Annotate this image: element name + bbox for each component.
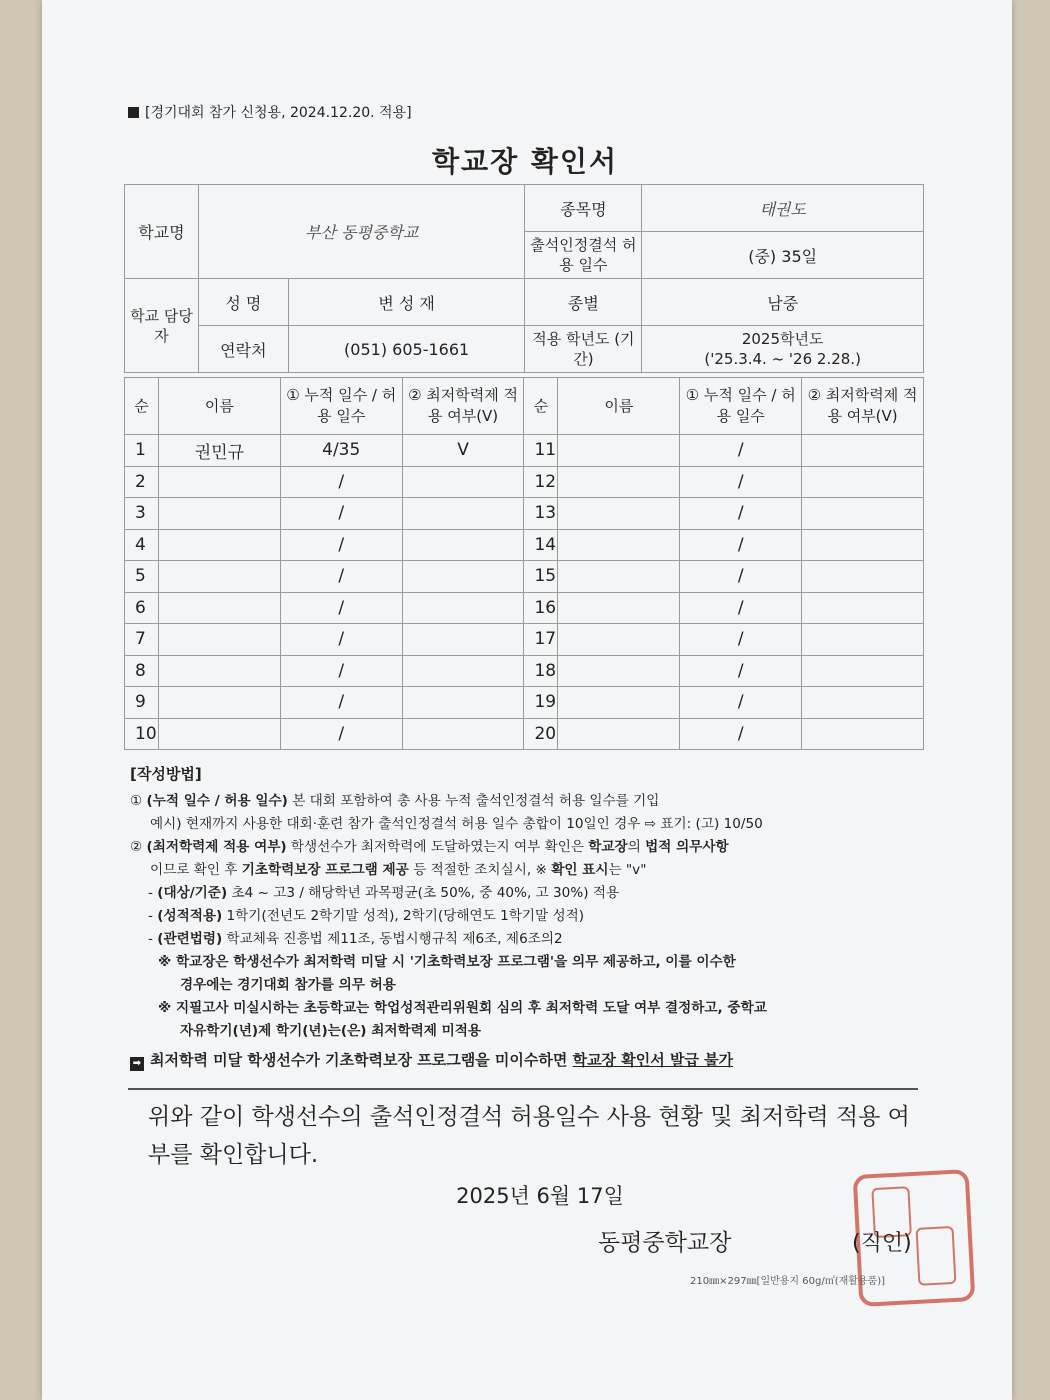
header-days: ① 누적 일수 / 허용 일수 [680, 378, 802, 435]
roster-no-cell: 8 [125, 655, 159, 687]
roster-min-cell [802, 592, 924, 624]
roster-name-cell [158, 624, 280, 656]
roster-no-cell: 1 [125, 435, 159, 467]
header-min: ② 최저학력제 적용 여부(V) [802, 378, 924, 435]
document-title: 학교장 확인서 [431, 145, 619, 178]
roster-min-cell [402, 466, 524, 498]
roster-min-cell [402, 498, 524, 530]
roster-days-cell: / [280, 718, 402, 750]
header-no: 순 [524, 378, 558, 435]
roster-no-cell: 13 [524, 498, 558, 530]
roster-days-cell: / [280, 687, 402, 719]
writing-instructions [130, 763, 930, 1072]
header-min: ② 최저학력제 적용 여부(V) [402, 378, 524, 435]
table-row [125, 435, 924, 467]
roster-no-cell: 3 [125, 498, 159, 530]
roster-name-cell [158, 687, 280, 719]
contact-value: (051) 605-1661 [288, 326, 525, 373]
roster-days-cell: / [280, 561, 402, 593]
roster-days-cell: / [680, 592, 802, 624]
table-row [125, 529, 924, 561]
name-label: 성 명 [198, 279, 288, 326]
roster-min-cell [402, 561, 524, 593]
roster-days-cell: / [280, 655, 402, 687]
instructions-heading: [작성방법] [130, 765, 202, 783]
roster-min-cell: V [402, 435, 524, 467]
table-row [125, 592, 924, 624]
roster-no-cell: 14 [524, 529, 558, 561]
roster-days-cell: / [680, 687, 802, 719]
roster-min-cell [802, 655, 924, 687]
roster-no-cell: 2 [125, 466, 159, 498]
year-period: ('25.3.4. ~ '26 2.28.) [704, 350, 861, 368]
principal-title: 동평중학교장 [598, 1230, 732, 1256]
absence-days-label: 출석인정결석 허용 일수 [525, 232, 642, 279]
roster-no-cell: 4 [125, 529, 159, 561]
roster-days-cell: / [680, 498, 802, 530]
roster-no-cell: 11 [524, 435, 558, 467]
info-table [124, 184, 924, 373]
name-value: 변 성 재 [288, 279, 525, 326]
year-label: 적용 학년도 (기간) [525, 326, 642, 373]
absence-days-value: (중) 35일 [642, 232, 924, 279]
roster-days-cell: / [280, 529, 402, 561]
square-bullet-icon [128, 107, 139, 118]
roster-days-cell: / [680, 624, 802, 656]
roster-min-cell [402, 529, 524, 561]
table-row [125, 624, 924, 656]
instruction-item-1-example: 예시) 현재까지 사용한 대회·훈련 참가 출석인정결석 허용 일수 총합이 10일인 경우 ⇨ 표기: (고) 10/50 [150, 816, 763, 832]
contact-label: 연락처 [198, 326, 288, 373]
event-label: 종목명 [525, 185, 642, 232]
note-1-line-1: ※ 학교장은 학생선수가 최저학력 미달 시 '기초학력보장 프로그램'을 의무 제공하고, 이를 이수한 [158, 954, 736, 970]
table-row [125, 687, 924, 719]
roster-name-cell [558, 592, 680, 624]
roster-min-cell [802, 529, 924, 561]
header-days: ① 누적 일수 / 허용 일수 [280, 378, 402, 435]
roster-no-cell: 5 [125, 561, 159, 593]
related-law-line: - (관련법령) 학교체육 진흥법 제11조, 동법시행규칙 제6조, 제6조의2 [148, 931, 563, 947]
event-value: 태권도 [642, 185, 924, 232]
roster-name-cell [158, 718, 280, 750]
roster-min-cell [402, 655, 524, 687]
divider [128, 1088, 918, 1090]
roster-min-cell [802, 624, 924, 656]
roster-days-cell: / [680, 466, 802, 498]
school-value: 부산 동평중학교 [198, 185, 525, 279]
roster-no-cell: 19 [524, 687, 558, 719]
seal-mark: (직인) [852, 1231, 912, 1256]
header-no: 순 [125, 378, 159, 435]
roster-no-cell: 6 [125, 592, 159, 624]
table-row [125, 466, 924, 498]
roster-name-cell [558, 624, 680, 656]
roster-name-cell [158, 498, 280, 530]
warning-line: ➡ 최저학력 미달 학생선수가 기초학력보장 프로그램을 미이수하면 학교장 확인서 발급 불가 [130, 1049, 930, 1072]
note-1-line-2: 경우에는 경기대회 참가를 의무 허용 [180, 977, 396, 993]
roster-name-cell [558, 687, 680, 719]
table-row [125, 655, 924, 687]
roster-name-cell [158, 655, 280, 687]
roster-no-cell: 7 [125, 624, 159, 656]
roster-name-cell [558, 529, 680, 561]
roster-days-cell: / [680, 655, 802, 687]
roster-min-cell [402, 624, 524, 656]
instruction-item-2-line2: 이므로 확인 후 기초학력보장 프로그램 제공 등 적절한 조치실시, ※ 확인 표시는 "v" [150, 862, 647, 878]
roster-name-cell [158, 592, 280, 624]
roster-name-cell [558, 655, 680, 687]
roster-days-cell: / [280, 466, 402, 498]
header-note-text: [경기대회 참가 신청용, 2024.12.20. 적용] [145, 105, 412, 121]
header-name: 이름 [558, 378, 680, 435]
roster-days-cell: / [680, 718, 802, 750]
roster-days-cell: / [680, 561, 802, 593]
roster-no-cell: 16 [524, 592, 558, 624]
roster-name-cell [558, 498, 680, 530]
roster-days-cell: / [680, 529, 802, 561]
gender-label: 종별 [525, 279, 642, 326]
roster-min-cell [402, 592, 524, 624]
form-header-note [128, 102, 412, 122]
roster-no-cell: 20 [524, 718, 558, 750]
roster-days-cell: 4/35 [280, 435, 402, 467]
criteria-line: - (대상/기준) 초4 ~ 고3 / 해당학년 과목평균(초 50%, 중 40%, 고 30%) 적용 [148, 885, 620, 901]
roster-no-cell: 9 [125, 687, 159, 719]
roster-no-cell: 18 [524, 655, 558, 687]
roster-name-cell [558, 435, 680, 467]
roster-min-cell [802, 561, 924, 593]
roster-table [124, 377, 924, 750]
gender-value: 남중 [642, 279, 924, 326]
manager-label: 학교 담당자 [125, 279, 199, 373]
roster-name-cell [558, 466, 680, 498]
roster-no-cell: 10 [125, 718, 159, 750]
roster-days-cell: / [680, 435, 802, 467]
roster-min-cell [802, 687, 924, 719]
roster-name-cell: 권민규 [158, 435, 280, 467]
roster-name-cell [158, 561, 280, 593]
year-value: 2025학년도 [741, 330, 824, 348]
roster-name-cell [158, 529, 280, 561]
arrow-box-icon: ➡ [130, 1057, 144, 1071]
paper-spec: 210㎜×297㎜[일반용지 60g/㎡(재활용품)] [690, 1276, 886, 1287]
roster-no-cell: 17 [524, 624, 558, 656]
roster-min-cell [802, 718, 924, 750]
header-name: 이름 [158, 378, 280, 435]
roster-no-cell: 15 [524, 561, 558, 593]
year-cell [642, 326, 924, 373]
roster-days-cell: / [280, 624, 402, 656]
school-label: 학교명 [125, 185, 199, 279]
roster-min-cell [802, 466, 924, 498]
roster-min-cell [402, 687, 524, 719]
note-2-line-1: ※ 지필고사 미실시하는 초등학교는 학업성적관리위원회 심의 후 최저학력 도달 여부 결정하고, 중학교 [158, 1000, 767, 1016]
instruction-item-2: ② (최저학력제 적용 여부) 학생선수가 최저학력에 도달하였는지 여부 확인은 학교장의 법적 의무사항 [130, 839, 729, 855]
roster-no-cell: 12 [524, 466, 558, 498]
roster-name-cell [558, 718, 680, 750]
table-row [125, 561, 924, 593]
note-2-line-2: 자유학기(년)제 학기(년)는(은) 최저학력제 미적용 [180, 1023, 481, 1039]
roster-name-cell [158, 466, 280, 498]
instruction-item-1: ① (누적 일수 / 허용 일수) 본 대회 포함하여 총 사용 누적 출석인정결석 허용 일수를 기입 [130, 793, 660, 809]
roster-days-cell: / [280, 592, 402, 624]
roster-min-cell [802, 435, 924, 467]
roster-min-cell [802, 498, 924, 530]
confirmation-text: 위와 같이 학생선수의 출석인정결석 허용일수 사용 현황 및 최저학력 적용 여부를 확인합니다. [148, 1104, 910, 1168]
roster-days-cell: / [280, 498, 402, 530]
roster-min-cell [402, 718, 524, 750]
roster-name-cell [558, 561, 680, 593]
issue-date: 2025년 6월 17일 [456, 1184, 624, 1208]
table-row [125, 498, 924, 530]
grade-application-line: - (성적적용) 1학기(전년도 2학기말 성적), 2학기(당해연도 1학기말 성적) [148, 908, 585, 924]
table-row [125, 718, 924, 750]
